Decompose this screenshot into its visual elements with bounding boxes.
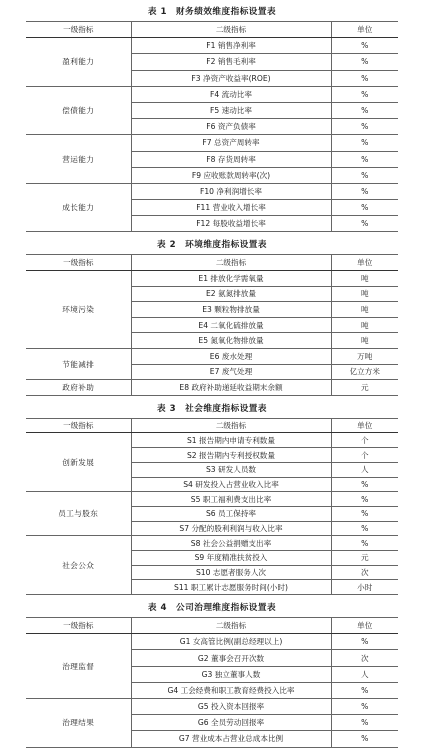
table-row: [26, 135, 398, 151]
unit-cell: %: [331, 698, 398, 714]
indicator-cell: S11 职工累计志愿服务时间(小时): [131, 580, 331, 595]
indicator-cell: F12 每股收益增长率: [131, 216, 331, 232]
unit-cell: %: [331, 135, 398, 151]
indicator-cell: S9 年度精准扶贫投入: [131, 550, 331, 565]
header-row: [26, 618, 398, 634]
unit-cell: 吨: [331, 333, 398, 349]
table-section-1: [26, 4, 398, 232]
header-level2: 二级指标: [131, 618, 331, 634]
indicator-cell: G7 营业成本占营业总成本比例: [131, 731, 331, 747]
indicator-cell: F9 应收账款周转率(次): [131, 167, 331, 183]
indicator-cell: G2 董事会召开次数: [131, 650, 331, 666]
indicator-cell: F6 资产负债率: [131, 119, 331, 135]
unit-cell: %: [331, 634, 398, 650]
unit-cell: %: [331, 506, 398, 521]
table-row: [26, 698, 398, 714]
indicator-cell: F8 存货周转率: [131, 151, 331, 167]
category-cell: 成长能力: [26, 183, 131, 232]
unit-cell: 元: [331, 550, 398, 565]
category-cell: 员工与股东: [26, 492, 131, 536]
indicator-cell: E1 排放化学需氧量: [131, 271, 331, 287]
table-row: [26, 492, 398, 507]
header-row: [26, 418, 398, 433]
category-cell: 治理结果: [26, 698, 131, 747]
unit-cell: %: [331, 731, 398, 747]
unit-cell: %: [331, 119, 398, 135]
header-level1: 一级指标: [26, 255, 131, 271]
header-row: [26, 255, 398, 271]
header-level1: 一级指标: [26, 618, 131, 634]
header-unit: 单位: [331, 418, 398, 433]
unit-cell: 人: [331, 462, 398, 477]
indicator-cell: E2 氨氮排放量: [131, 286, 331, 302]
table-body: [26, 433, 398, 595]
table-body: [26, 271, 398, 396]
unit-cell: %: [331, 38, 398, 54]
table-section-2: [26, 237, 398, 395]
header-level2: 二级指标: [131, 418, 331, 433]
table-row: [26, 86, 398, 102]
indicator-cell: F1 销售净利率: [131, 38, 331, 54]
indicator-cell: S8 社会公益捐赠支出率: [131, 536, 331, 551]
document-page: [26, 4, 398, 748]
table-row: [26, 38, 398, 54]
indicator-cell: G3 独立董事人数: [131, 666, 331, 682]
indicator-cell: F10 净利润增长率: [131, 183, 331, 199]
unit-cell: %: [331, 151, 398, 167]
header-row: [26, 22, 398, 38]
indicator-cell: S2 报告期内专利授权数量: [131, 448, 331, 463]
indicator-cell: E6 废水处理: [131, 349, 331, 365]
unit-cell: 小时: [331, 580, 398, 595]
unit-cell: 亿立方米: [331, 364, 398, 380]
unit-cell: 吨: [331, 317, 398, 333]
indicator-cell: E5 氮氧化物排放量: [131, 333, 331, 349]
unit-cell: %: [331, 715, 398, 731]
table-caption: 表 2 环境维度指标设置表: [156, 240, 267, 251]
unit-cell: %: [331, 86, 398, 102]
unit-cell: 个: [331, 433, 398, 448]
table-row: [26, 271, 398, 287]
table-row: [26, 634, 398, 650]
unit-cell: %: [331, 682, 398, 698]
indicator-cell: F4 流动比率: [131, 86, 331, 102]
indicator-cell: F7 总资产周转率: [131, 135, 331, 151]
unit-cell: %: [331, 167, 398, 183]
indicator-cell: S1 报告期内申请专利数量: [131, 433, 331, 448]
unit-cell: 人: [331, 666, 398, 682]
category-cell: 环境污染: [26, 271, 131, 349]
unit-cell: 吨: [331, 286, 398, 302]
indicator-table: [26, 254, 398, 395]
indicator-cell: G4 工会经费和职工教育经费投入比率: [131, 682, 331, 698]
unit-cell: %: [331, 54, 398, 70]
indicator-table: [26, 21, 398, 232]
unit-cell: %: [331, 70, 398, 86]
category-cell: 政府补助: [26, 380, 131, 396]
unit-cell: 元: [331, 380, 398, 396]
indicator-cell: G5 投入资本回报率: [131, 698, 331, 714]
unit-cell: %: [331, 200, 398, 216]
table-header: [26, 22, 398, 38]
category-cell: 社会公众: [26, 536, 131, 595]
table-caption: 表 1 财务绩效维度指标设置表: [147, 7, 277, 17]
indicator-cell: G1 女高管比例(副总经理以上): [131, 634, 331, 650]
unit-cell: 吨: [331, 271, 398, 287]
indicator-table: [26, 617, 398, 748]
header-unit: 单位: [331, 618, 398, 634]
header-unit: 单位: [331, 22, 398, 38]
category-cell: 偿债能力: [26, 86, 131, 135]
unit-cell: 万吨: [331, 349, 398, 365]
indicator-cell: E8 政府补助递延收益期末余额: [131, 380, 331, 396]
indicator-cell: S7 分配的股利利润与收入比率: [131, 521, 331, 536]
indicator-cell: E7 废气处理: [131, 364, 331, 380]
indicator-table: [26, 418, 398, 595]
table-header: [26, 255, 398, 271]
indicator-cell: E4 二氧化硫排放量: [131, 317, 331, 333]
header-level1: 一级指标: [26, 22, 131, 38]
table-caption: 表 4 公司治理维度指标设置表: [147, 603, 277, 614]
table-header: [26, 618, 398, 634]
header-level2: 二级指标: [131, 255, 331, 271]
table-section-4: [26, 600, 398, 748]
header-level1: 一级指标: [26, 418, 131, 433]
unit-cell: 吨: [331, 302, 398, 318]
indicator-cell: S3 研发人员数: [131, 462, 331, 477]
category-cell: 创新发展: [26, 433, 131, 492]
indicator-cell: F3 净资产收益率(ROE): [131, 70, 331, 86]
table-section-3: [26, 401, 398, 595]
indicator-cell: G6 全员劳动回报率: [131, 715, 331, 731]
table-row: [26, 433, 398, 448]
table-body: [26, 634, 398, 747]
unit-cell: %: [331, 492, 398, 507]
category-cell: 治理监督: [26, 634, 131, 699]
table-caption: 表 3 社会维度指标设置表: [156, 403, 267, 414]
header-unit: 单位: [331, 255, 398, 271]
category-cell: 盈利能力: [26, 38, 131, 87]
indicator-cell: F5 速动比率: [131, 102, 331, 118]
unit-cell: 个: [331, 448, 398, 463]
header-level2: 二级指标: [131, 22, 331, 38]
indicator-cell: S10 志愿者服务人次: [131, 565, 331, 580]
table-row: [26, 380, 398, 396]
unit-cell: %: [331, 102, 398, 118]
indicator-cell: E3 颗粒物排放量: [131, 302, 331, 318]
indicator-cell: S6 员工保持率: [131, 506, 331, 521]
unit-cell: %: [331, 521, 398, 536]
unit-cell: %: [331, 536, 398, 551]
table-row: [26, 349, 398, 365]
unit-cell: 次: [331, 565, 398, 580]
unit-cell: 次: [331, 650, 398, 666]
table-row: [26, 183, 398, 199]
table-header: [26, 418, 398, 433]
indicator-cell: S4 研发投入占营业收入比率: [131, 477, 331, 492]
table-row: [26, 536, 398, 551]
unit-cell: %: [331, 477, 398, 492]
table-body: [26, 38, 398, 232]
unit-cell: %: [331, 216, 398, 232]
indicator-cell: F11 营业收入增长率: [131, 200, 331, 216]
indicator-cell: F2 销售毛利率: [131, 54, 331, 70]
category-cell: 节能减排: [26, 349, 131, 380]
indicator-cell: S5 职工福利费支出比率: [131, 492, 331, 507]
unit-cell: %: [331, 183, 398, 199]
category-cell: 营运能力: [26, 135, 131, 184]
